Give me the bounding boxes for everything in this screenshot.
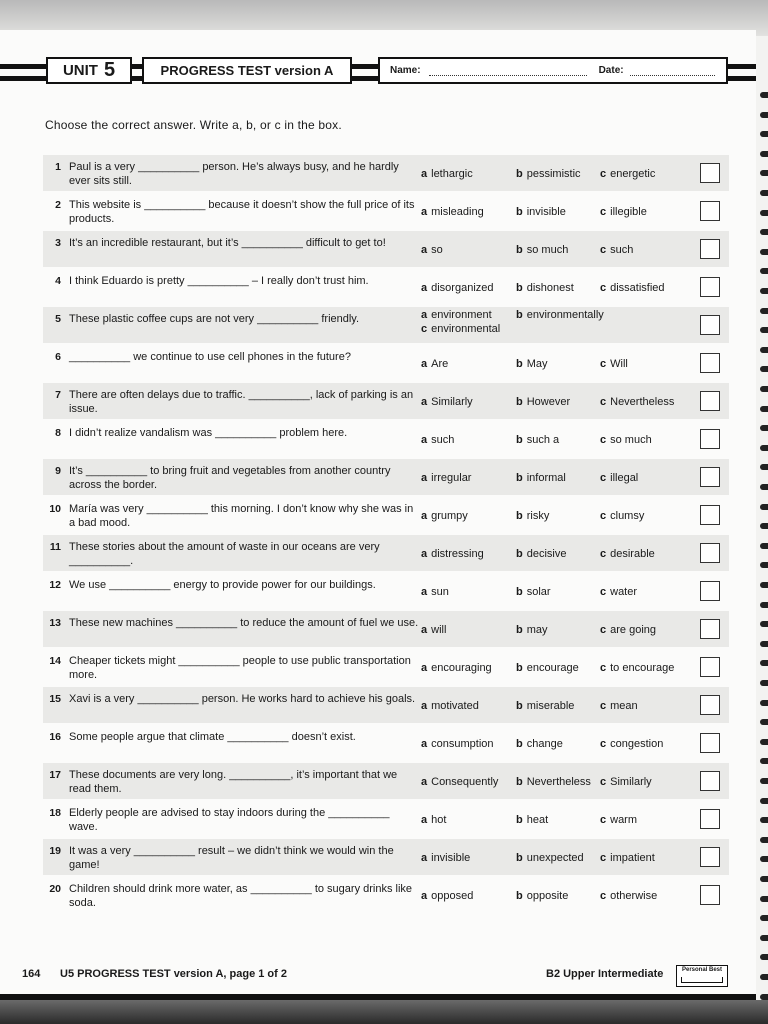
option-letter: c	[421, 323, 428, 335]
option-a	[421, 396, 473, 408]
question-text: It was a very __________ result – we didn’t think we would win the game!	[69, 845, 394, 871]
answer-box[interactable]	[700, 239, 720, 259]
question-number: 6	[55, 351, 61, 363]
option-c	[600, 396, 674, 408]
option-text: may	[526, 624, 548, 636]
question-number: 15	[49, 693, 61, 705]
option-text: mean	[610, 700, 638, 712]
option-a	[421, 586, 449, 598]
question-text: It’s an incredible restaurant, but it’s __________ difficult to get to!	[69, 237, 386, 249]
option-text: informal	[526, 472, 566, 484]
answer-box[interactable]	[700, 733, 720, 753]
option-letter: a	[421, 890, 428, 902]
option-text: congestion	[610, 738, 664, 750]
option-letter: c	[600, 282, 607, 294]
answer-box[interactable]	[700, 163, 720, 183]
option-letter: b	[516, 624, 523, 636]
option-letter: c	[600, 852, 607, 864]
question-text: Some people argue that climate __________ doesn’t exist.	[69, 731, 356, 743]
option-text: pessimistic	[526, 168, 581, 180]
option-letter: b	[516, 472, 523, 484]
option-letter: c	[600, 244, 607, 256]
option-b	[516, 434, 559, 446]
question-row	[43, 497, 729, 533]
answer-box[interactable]	[700, 391, 720, 411]
option-letter: b	[516, 852, 523, 864]
level-label: B2 Upper Intermediate	[546, 968, 664, 980]
answer-box[interactable]	[700, 619, 720, 639]
question-row	[43, 269, 729, 305]
option-text: opposite	[526, 890, 569, 902]
option-a	[421, 700, 479, 712]
option-text: invisible	[526, 206, 566, 218]
answer-box[interactable]	[700, 201, 720, 221]
answer-box[interactable]	[700, 847, 720, 867]
answer-box[interactable]	[700, 315, 720, 335]
option-text: May	[526, 358, 548, 370]
option-text: dishonest	[526, 282, 574, 294]
question-number: 1	[55, 161, 61, 173]
question-number: 13	[49, 617, 61, 629]
option-letter: c	[600, 624, 607, 636]
option-letter: c	[600, 814, 607, 826]
option-text: Will	[610, 358, 628, 370]
option-letter: a	[421, 662, 428, 674]
answer-box[interactable]	[700, 771, 720, 791]
option-a	[421, 510, 468, 522]
option-letter: b	[516, 396, 523, 408]
option-b	[516, 814, 548, 826]
option-a	[421, 244, 443, 256]
question-text: __________ we continue to use cell phones in the future?	[69, 351, 351, 363]
option-a	[421, 282, 494, 294]
option-text: disorganized	[431, 282, 494, 294]
option-c	[600, 206, 647, 218]
option-letter: b	[516, 700, 523, 712]
option-letter: b	[516, 282, 523, 294]
option-letter: a	[421, 206, 428, 218]
option-c	[600, 776, 652, 788]
question-row	[43, 535, 729, 571]
option-text: water	[610, 586, 638, 598]
option-b	[516, 738, 563, 750]
option-c	[600, 282, 665, 294]
question-number: 10	[49, 503, 61, 515]
option-letter: a	[421, 434, 428, 446]
option-b	[516, 510, 549, 522]
question-row	[43, 649, 729, 685]
question-text: Paul is a very __________ person. He’s always busy, and he hardly ever sits still.	[69, 161, 399, 187]
option-letter: b	[516, 168, 523, 180]
option-text: Nevertheless	[526, 776, 591, 788]
question-row	[43, 839, 729, 875]
question-text: This website is __________ because it doesn’t show the full price of its products.	[69, 199, 415, 225]
option-text: warm	[610, 814, 638, 826]
unit-label: UNIT	[62, 62, 98, 79]
option-c	[600, 358, 628, 370]
test-title: PROGRESS TEST version A	[160, 63, 334, 78]
option-text: desirable	[610, 548, 655, 560]
option-text: otherwise	[610, 890, 658, 902]
option-b	[516, 396, 570, 408]
option-b	[516, 308, 604, 322]
question-row	[43, 421, 729, 457]
option-letter: b	[516, 434, 523, 446]
question-row	[43, 763, 729, 799]
option-c	[600, 168, 655, 180]
option-letter: b	[516, 776, 523, 788]
option-letter: a	[421, 472, 428, 484]
option-letter: c	[600, 700, 607, 712]
option-letter: b	[516, 206, 523, 218]
answer-box[interactable]	[700, 543, 720, 563]
option-a	[421, 168, 473, 180]
option-text: Similarly	[431, 396, 473, 408]
option-text: such	[610, 244, 634, 256]
option-letter: a	[421, 586, 428, 598]
option-text: environmental	[431, 323, 501, 335]
option-letter: b	[516, 586, 523, 598]
question-number: 2	[55, 199, 61, 211]
option-c	[600, 244, 633, 256]
question-row	[43, 383, 729, 419]
option-a	[421, 814, 446, 826]
question-row	[43, 687, 729, 723]
question-number: 8	[55, 427, 61, 439]
name-field[interactable]	[429, 65, 587, 76]
option-letter: b	[516, 358, 523, 370]
option-text: such	[431, 434, 455, 446]
option-b	[516, 852, 584, 864]
question-row	[43, 725, 729, 761]
option-b	[516, 206, 566, 218]
option-text: misleading	[431, 206, 484, 218]
option-b	[516, 890, 568, 902]
option-a	[421, 890, 473, 902]
answer-box[interactable]	[700, 277, 720, 297]
option-text: unexpected	[526, 852, 584, 864]
option-letter: b	[516, 662, 523, 674]
option-text: clumsy	[610, 510, 645, 522]
option-text: Similarly	[610, 776, 652, 788]
option-letter: a	[421, 700, 428, 712]
option-text: solar	[526, 586, 551, 598]
question-text: These stories about the amount of waste in our oceans are very __________.	[69, 541, 380, 567]
option-a	[421, 548, 484, 560]
option-c	[600, 814, 637, 826]
option-text: to encourage	[610, 662, 675, 674]
question-number: 3	[55, 237, 61, 249]
option-text: so	[431, 244, 443, 256]
page-number: 164	[22, 968, 41, 980]
option-a	[421, 358, 448, 370]
option-c	[600, 548, 655, 560]
question-number: 17	[49, 769, 61, 781]
option-letter: c	[600, 434, 607, 446]
option-text: so much	[526, 244, 569, 256]
option-b	[516, 662, 579, 674]
option-a	[421, 308, 492, 322]
option-text: risky	[526, 510, 550, 522]
option-text: Nevertheless	[610, 396, 675, 408]
option-b	[516, 548, 566, 560]
option-b	[516, 472, 566, 484]
question-text: Children should drink more water, as __________ to sugary drinks like soda.	[69, 883, 413, 909]
option-letter: c	[600, 662, 607, 674]
option-letter: a	[421, 738, 428, 750]
question-text: María was very __________ this morning. I don’t know why she was in a bad mood.	[69, 503, 414, 529]
option-letter: c	[600, 586, 607, 598]
option-text: dissatisfied	[610, 282, 665, 294]
option-c	[600, 434, 652, 446]
option-letter: a	[421, 852, 428, 864]
question-text: Xavi is a very __________ person. He works hard to achieve his goals.	[69, 693, 416, 705]
option-text: opposed	[431, 890, 474, 902]
option-letter: c	[600, 776, 607, 788]
answer-box[interactable]	[700, 809, 720, 829]
question-number: 9	[55, 465, 61, 477]
option-letter: a	[421, 396, 428, 408]
question-row	[43, 877, 729, 913]
question-text: These plastic coffee cups are not very __________ friendly.	[69, 313, 360, 325]
option-letter: a	[421, 814, 428, 826]
option-text: environment	[431, 309, 492, 321]
option-text: illegal	[610, 472, 639, 484]
option-text: invisible	[431, 852, 471, 864]
option-text: heat	[526, 814, 549, 826]
question-number: 20	[49, 883, 61, 895]
question-number: 19	[49, 845, 61, 857]
answer-box[interactable]	[700, 353, 720, 373]
bottom-shadow	[0, 1000, 768, 1024]
question-number: 16	[49, 731, 61, 743]
option-b	[516, 586, 551, 598]
option-b	[516, 168, 581, 180]
option-text: environmentally	[526, 309, 604, 321]
unit-badge	[46, 57, 132, 84]
question-number: 12	[49, 579, 61, 591]
option-letter: c	[600, 206, 607, 218]
option-c	[600, 586, 637, 598]
option-text: will	[431, 624, 447, 636]
question-text: There are often delays due to traffic. __________, lack of parking is an issue.	[69, 389, 414, 415]
option-text: motivated	[431, 700, 479, 712]
option-text: impatient	[610, 852, 655, 864]
question-row	[43, 231, 729, 267]
question-row	[43, 459, 729, 495]
question-row	[43, 573, 729, 609]
question-row	[43, 611, 729, 647]
option-letter: c	[600, 738, 607, 750]
option-c	[600, 890, 657, 902]
option-c	[600, 624, 656, 636]
option-b	[516, 358, 548, 370]
option-letter: a	[421, 309, 428, 321]
answer-box[interactable]	[700, 581, 720, 601]
name-date-box	[378, 57, 728, 84]
option-letter: b	[516, 309, 523, 321]
question-row	[43, 307, 729, 343]
option-text: However	[526, 396, 571, 408]
answer-box[interactable]	[700, 695, 720, 715]
option-letter: b	[516, 510, 523, 522]
question-row	[43, 155, 729, 191]
answer-box[interactable]	[700, 657, 720, 677]
option-a	[421, 472, 471, 484]
option-b	[516, 282, 574, 294]
option-a	[421, 434, 454, 446]
question-number: 5	[55, 313, 61, 325]
option-a	[421, 776, 498, 788]
option-text: hot	[431, 814, 447, 826]
answer-box[interactable]	[700, 885, 720, 905]
option-letter: a	[421, 168, 428, 180]
unit-number: 5	[103, 59, 116, 81]
option-text: miserable	[526, 700, 575, 712]
option-text: irregular	[431, 472, 472, 484]
date-label: Date:	[598, 65, 624, 76]
option-letter: b	[516, 738, 523, 750]
option-text: grumpy	[431, 510, 468, 522]
option-text: energetic	[610, 168, 656, 180]
option-letter: a	[421, 776, 428, 788]
option-c	[600, 510, 644, 522]
option-text: encourage	[526, 662, 579, 674]
option-text: such a	[526, 434, 560, 446]
instructions: Choose the correct answer. Write a, b, or c in the box.	[45, 118, 342, 132]
option-b	[516, 700, 574, 712]
option-text: distressing	[431, 548, 484, 560]
page-info: U5 PROGRESS TEST version A, page 1 of 2	[60, 968, 287, 980]
option-letter: c	[600, 510, 607, 522]
date-field[interactable]	[630, 65, 715, 76]
option-text: sun	[431, 586, 449, 598]
option-c	[600, 852, 655, 864]
question-number: 18	[49, 807, 61, 819]
option-text: change	[526, 738, 563, 750]
question-text: These new machines __________ to reduce the amount of fuel we use.	[69, 617, 419, 629]
question-number: 4	[55, 275, 61, 287]
answer-box[interactable]	[700, 467, 720, 487]
option-letter: c	[600, 396, 607, 408]
question-text: Cheaper tickets might __________ people to use public transportation more.	[69, 655, 411, 681]
test-title-box	[142, 57, 352, 84]
option-letter: b	[516, 548, 523, 560]
option-letter: a	[421, 358, 428, 370]
option-text: decisive	[526, 548, 567, 560]
option-letter: b	[516, 814, 523, 826]
option-b	[516, 244, 568, 256]
answer-box[interactable]	[700, 429, 720, 449]
option-c	[600, 738, 663, 750]
option-text: consumption	[431, 738, 494, 750]
option-letter: c	[600, 548, 607, 560]
option-letter: a	[421, 548, 428, 560]
question-number: 14	[49, 655, 61, 667]
option-a	[421, 624, 446, 636]
option-text: are going	[610, 624, 656, 636]
personal-best-logo: Personal Best	[676, 965, 728, 987]
question-row	[43, 193, 729, 229]
question-text: I didn’t realize vandalism was __________ problem here.	[69, 427, 348, 439]
question-text: These documents are very long. __________, it’s important that we read them.	[69, 769, 398, 795]
option-text: Consequently	[431, 776, 499, 788]
question-row	[43, 345, 729, 381]
option-text: lethargic	[431, 168, 473, 180]
question-row	[43, 801, 729, 837]
option-letter: a	[421, 282, 428, 294]
option-letter: a	[421, 510, 428, 522]
question-number: 7	[55, 389, 61, 401]
answer-box[interactable]	[700, 505, 720, 525]
option-letter: a	[421, 624, 428, 636]
option-text: encouraging	[431, 662, 492, 674]
option-b	[516, 624, 548, 636]
option-a	[421, 852, 470, 864]
spiral-binding	[758, 0, 768, 1024]
option-text: illegible	[610, 206, 647, 218]
question-text: Elderly people are advised to stay indoors during the __________ wave.	[69, 807, 390, 833]
question-text: It’s __________ to bring fruit and vegetables from another country across the border.	[69, 465, 391, 491]
option-a	[421, 206, 484, 218]
option-letter: c	[600, 472, 607, 484]
option-letter: a	[421, 244, 428, 256]
question-text: We use __________ energy to provide power for our buildings.	[69, 579, 376, 591]
option-letter: c	[600, 168, 607, 180]
option-b	[516, 776, 591, 788]
option-text: so much	[610, 434, 652, 446]
option-letter: c	[600, 358, 607, 370]
option-c	[600, 700, 638, 712]
option-text: Are	[431, 358, 449, 370]
option-c	[421, 322, 500, 336]
question-text: I think Eduardo is pretty __________ – I really don’t trust him.	[69, 275, 369, 287]
name-label: Name:	[390, 65, 421, 76]
option-a	[421, 662, 492, 674]
option-letter: b	[516, 890, 523, 902]
question-number: 11	[49, 541, 61, 553]
option-a	[421, 738, 494, 750]
option-letter: c	[600, 890, 607, 902]
option-c	[600, 472, 638, 484]
option-letter: b	[516, 244, 523, 256]
option-c	[600, 662, 674, 674]
